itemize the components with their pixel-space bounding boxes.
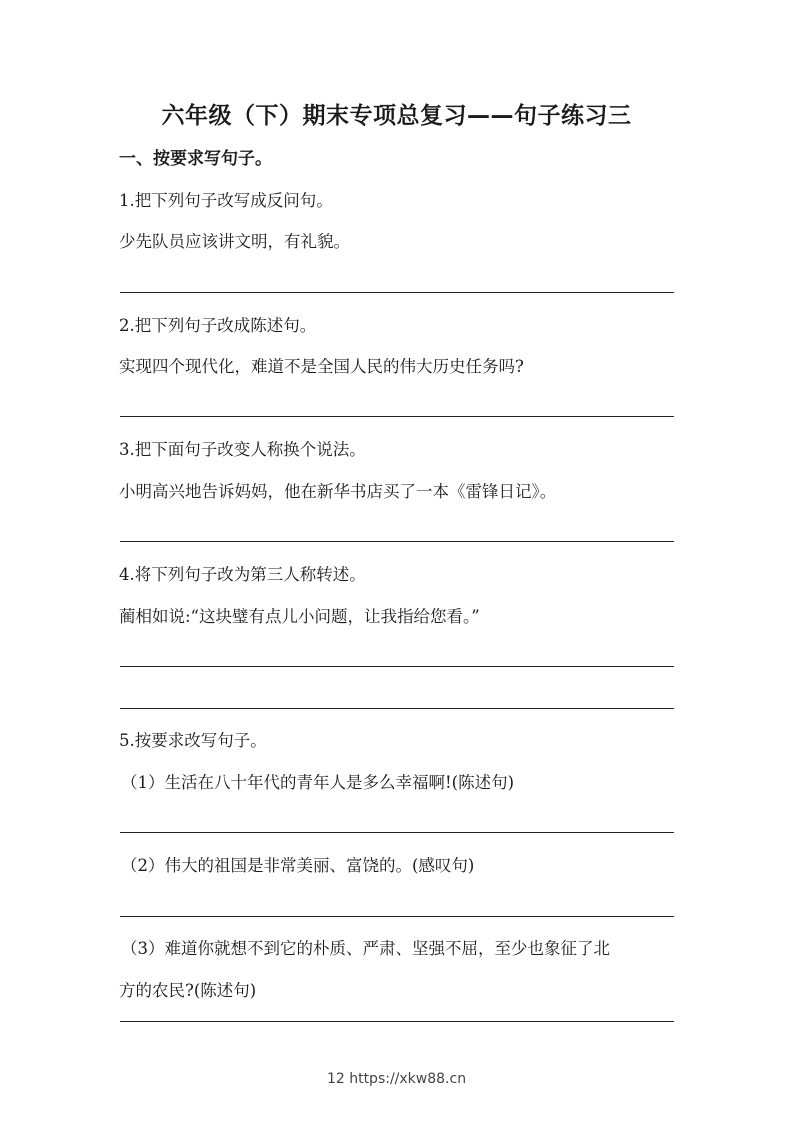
question-1-prompt: 1.把下列句子改写成反问句。 xyxy=(119,191,333,210)
question-3-sentence: 小明高兴地告诉妈妈，他在新华书店买了一本《雷锋日记》。 xyxy=(119,482,557,501)
question-1-sentence: 少先队员应该讲文明，有礼貌。 xyxy=(119,232,350,251)
question-2-prompt: 2.把下列句子改成陈述句。 xyxy=(119,316,317,335)
question-5-prompt: 5.按要求改写句子。 xyxy=(119,731,267,750)
page-footer: 12 https://xkw88.cn xyxy=(326,1071,467,1087)
answer-line-5-2[interactable] xyxy=(120,916,674,917)
question-2-sentence: 实现四个现代化，难道不是全国人民的伟大历史任务吗? xyxy=(119,357,524,376)
question-5-item-3-continued: 方的农民?(陈述句) xyxy=(119,981,257,1000)
question-5-item-1: （1）生活在八十年代的青年人是多么幸福啊!(陈述句) xyxy=(121,773,515,792)
answer-line-2[interactable] xyxy=(120,416,674,417)
page-title: 六年级（下）期末专项总复习——句子练习三 xyxy=(161,103,632,129)
question-5-item-3: （3）难道你就想不到它的朴质、严肃、坚强不屈，至少也象征了北 xyxy=(121,939,610,958)
answer-line-5-1[interactable] xyxy=(120,832,674,833)
question-4-sentence: 蔺相如说:“这块璧有点儿小问题，让我指给您看。” xyxy=(119,607,480,626)
section-heading: 一、按要求写句子。 xyxy=(119,149,272,169)
answer-line-1[interactable] xyxy=(120,292,674,293)
answer-line-5-3[interactable] xyxy=(120,1021,674,1022)
answer-line-4a[interactable] xyxy=(120,666,674,667)
answer-line-3[interactable] xyxy=(120,541,674,542)
question-5-item-2: （2）伟大的祖国是非常美丽、富饶的。(感叹句) xyxy=(121,856,475,875)
question-4-prompt: 4.将下列句子改为第三人称转述。 xyxy=(119,565,366,584)
answer-line-4b[interactable] xyxy=(120,708,674,709)
question-3-prompt: 3.把下面句子改变人称换个说法。 xyxy=(119,440,366,459)
